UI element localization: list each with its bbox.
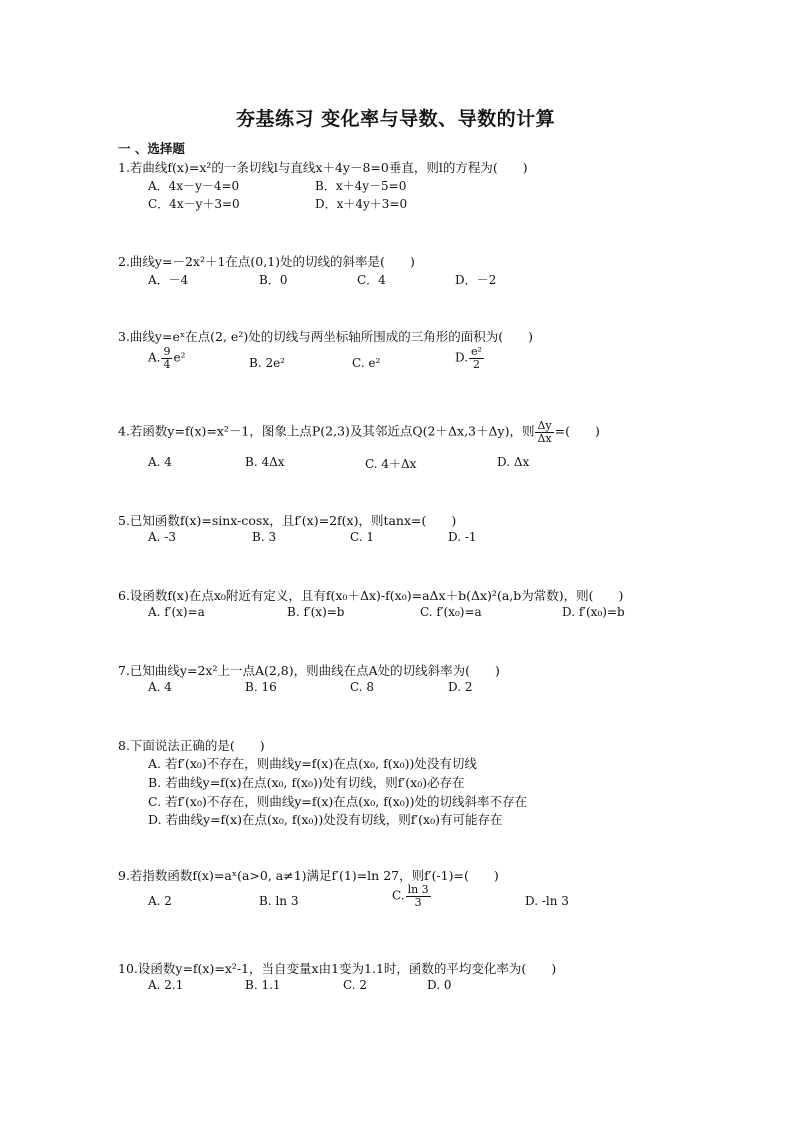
fraction xyxy=(469,346,484,370)
option-a: A. f′(x)=a xyxy=(148,605,205,619)
fraction-numerator: ln 3 xyxy=(407,883,429,896)
option-c-label: C. xyxy=(392,888,405,903)
option-b: B. f′(x)=b xyxy=(287,605,345,619)
option-d: D. 若曲线y=f(x)在点(x₀, f(x₀))处没有切线，则f′(x₀)有可能存在 xyxy=(148,812,503,827)
option-a-suffix: e² xyxy=(173,350,186,365)
option-c: C. f′(x₀)=a xyxy=(420,605,482,619)
option-a: A. 4 xyxy=(148,455,172,469)
question-stem: 7.已知曲线y=2x²上一点A(2,8)，则曲线在点A处的切线斜率为( ) xyxy=(118,663,500,678)
option-b: B．0 xyxy=(259,273,288,287)
option-c: C. 4＋Δx xyxy=(365,457,417,471)
fraction xyxy=(535,420,553,444)
option-d: D. 0 xyxy=(427,978,452,992)
fraction-denominator: 4 xyxy=(163,357,171,371)
option-d: D．x＋4y＋3=0 xyxy=(315,197,408,211)
question-stem: 10.设函数y=f(x)=x²-1，当自变量x由1变为1.1时，函数的平均变化率为( ) xyxy=(118,961,557,976)
page-title: 夯基练习 变化率与导数、导数的计算 xyxy=(236,108,556,130)
option-c: C．4x－y＋3=0 xyxy=(148,197,240,211)
stem-text: 4.若函数y=f(x)=x²－1，图象上点P(2,3)及其邻近点Q(2＋Δx,3＋Δy)，则 xyxy=(118,423,535,439)
option-b: B. 16 xyxy=(245,680,277,694)
option-b: B．x＋4y－5=0 xyxy=(315,179,407,193)
fraction-denominator: 3 xyxy=(414,895,422,909)
option-b: B. 若曲线y=f(x)在点(x₀, f(x₀))处有切线，则f′(x₀)必存在 xyxy=(148,775,465,790)
option-d xyxy=(455,346,485,370)
option-b: B. 4Δx xyxy=(245,455,285,469)
fraction xyxy=(406,884,431,908)
fraction-numerator: 9 xyxy=(163,345,171,358)
option-a xyxy=(148,346,185,370)
option-a: A．4x－y－4=0 xyxy=(148,179,240,193)
fraction-numerator: Δy xyxy=(537,419,552,432)
question-stem: 5.已知函数f(x)=sinx-cosx，且f′(x)=2f(x)，则tanx=( ) xyxy=(118,513,457,528)
question-stem: 2.曲线y=－2x²＋1在点(0,1)处的切线的斜率是( ) xyxy=(118,254,415,269)
option-b: B. ln 3 xyxy=(259,894,299,908)
option-a: A. 2 xyxy=(148,894,172,908)
option-c: C. 若f′(x₀)不存在，则曲线y=f(x)在点(x₀, f(x₀))处的切线斜率不存在 xyxy=(148,794,528,809)
option-c xyxy=(392,884,432,908)
fraction-denominator: 2 xyxy=(472,357,480,371)
option-d: D. -1 xyxy=(448,530,477,544)
option-d: D. 2 xyxy=(448,680,473,694)
fraction-denominator: Δx xyxy=(537,431,552,445)
option-c: C. 1 xyxy=(350,530,375,544)
option-d-label: D. xyxy=(455,350,469,365)
fraction-numerator: e² xyxy=(471,345,482,358)
option-a: A. 若f′(x₀)不存在，则曲线y=f(x)在点(x₀, f(x₀))处没有切线 xyxy=(148,756,477,771)
option-c: C. 2 xyxy=(343,978,368,992)
option-c: C. 8 xyxy=(350,680,375,694)
stem-suffix: =( ) xyxy=(554,423,600,439)
option-a: A．－4 xyxy=(148,273,189,287)
question-stem: 3.曲线y=eˣ在点(2, e²)处的切线与两坐标轴所围成的三角形的面积为( ) xyxy=(118,329,533,344)
option-d: D．－2 xyxy=(455,273,497,287)
option-b: B. 1.1 xyxy=(245,978,281,992)
option-c: C. e² xyxy=(352,356,381,370)
question-stem: 6.设函数f(x)在点x₀附近有定义，且有f(x₀＋Δx)-f(x₀)=aΔx＋b(Δx)²(a,b为常数)，则( ) xyxy=(118,588,624,603)
option-d: D. f′(x₀)=b xyxy=(562,605,625,619)
option-b: B. 3 xyxy=(252,530,277,544)
option-a: A. -3 xyxy=(148,530,176,544)
section-heading: 一 、选择题 xyxy=(118,141,185,156)
option-d: D. Δx xyxy=(497,455,530,469)
option-b: B. 2e² xyxy=(249,356,285,370)
option-a: A. 4 xyxy=(148,680,172,694)
question-stem: 1.若曲线f(x)=x²的一条切线l与直线x＋4y－8=0垂直，则l的方程为( ) xyxy=(118,160,528,175)
option-a: A. 2.1 xyxy=(148,978,184,992)
question-stem: 9.若指数函数f(x)=aˣ(a>0, a≠1)满足f′(1)=ln 27，则f′(-1)=( ) xyxy=(118,868,499,883)
fraction xyxy=(161,346,172,370)
option-c: C．4 xyxy=(357,273,386,287)
option-d: D. -ln 3 xyxy=(525,894,569,908)
option-a-label: A. xyxy=(148,350,161,365)
question-stem xyxy=(118,420,600,444)
question-stem: 8.下面说法正确的是( ) xyxy=(118,738,265,753)
